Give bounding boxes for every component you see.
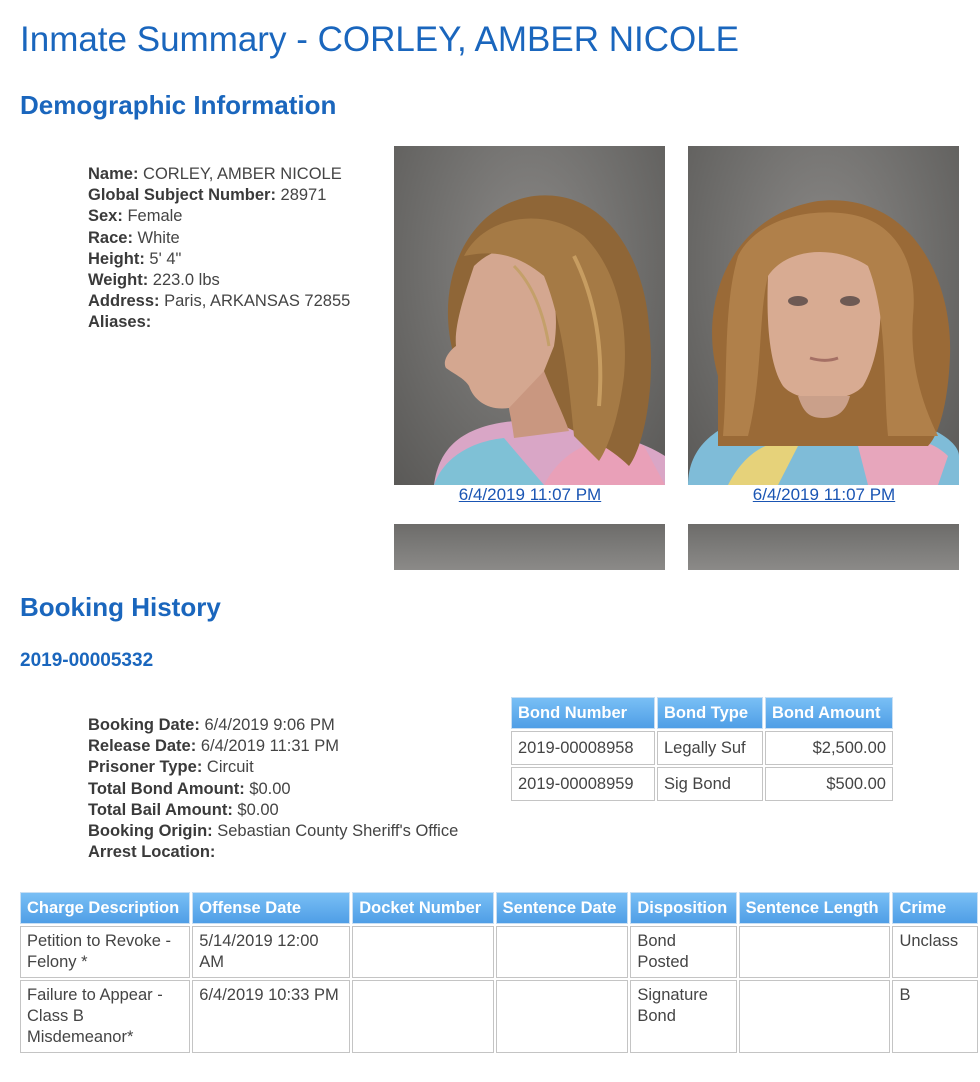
table-row xyxy=(20,980,978,1053)
charges-table-header-row xyxy=(20,892,978,924)
bond-number-cell: 2019-00008958 xyxy=(511,731,655,765)
booking-origin-label: Booking Origin: xyxy=(88,822,213,841)
weight-label: Weight: xyxy=(88,271,149,290)
release-date-row xyxy=(88,736,458,757)
arrest-location-label: Arrest Location: xyxy=(88,843,216,862)
address-value: Paris, ARKANSAS 72855 xyxy=(164,292,351,311)
disposition-header[interactable]: Disposition xyxy=(630,892,736,924)
booking-number: 2019-00005332 xyxy=(20,650,154,671)
arrest-location-row xyxy=(88,842,458,863)
profile-photo-date-link[interactable]: 6/4/2019 11:07 PM xyxy=(458,485,602,504)
global-subject-number-value: 28971 xyxy=(280,186,327,205)
booking-origin-row xyxy=(88,821,458,842)
docket-number-header[interactable]: Docket Number xyxy=(352,892,493,924)
address-label: Address: xyxy=(88,292,160,311)
height-label: Height: xyxy=(88,249,145,268)
demographic-info-list xyxy=(88,164,350,334)
sentence-date-cell xyxy=(496,926,629,978)
bond-amount-cell: $500.00 xyxy=(765,767,893,801)
bond-amount-cell: $2,500.00 xyxy=(765,731,893,765)
charge-description-cell: Failure to Appear - Class B Misdemeanor* xyxy=(20,980,190,1053)
mugshot-front-photo[interactable] xyxy=(688,146,959,485)
sex-row xyxy=(88,206,350,227)
disposition-cell: Bond Posted xyxy=(630,926,736,978)
docket-number-cell xyxy=(352,926,493,978)
global-subject-number-label: Global Subject Number: xyxy=(88,186,276,205)
additional-photo-thumbnail-1[interactable] xyxy=(394,524,665,570)
bond-type-cell: Legally Suf xyxy=(657,731,763,765)
weight-value: 223.0 lbs xyxy=(152,271,220,290)
total-bail-amount-value: $0.00 xyxy=(237,800,279,819)
table-row xyxy=(511,731,893,765)
name-row xyxy=(88,164,350,185)
booking-date-value: 6/4/2019 9:06 PM xyxy=(204,716,335,734)
sex-label: Sex: xyxy=(88,207,123,226)
height-value: 5' 4" xyxy=(149,249,182,268)
name-label: Name: xyxy=(88,165,139,183)
aliases-label: Aliases: xyxy=(88,313,152,332)
address-row xyxy=(88,291,350,312)
table-row xyxy=(20,926,978,978)
prisoner-type-value: Circuit xyxy=(206,758,254,777)
table-row xyxy=(511,767,893,801)
booking-origin-value: Sebastian County Sheriff's Office xyxy=(217,822,459,841)
mugshot-front-illustration xyxy=(688,146,959,485)
sentence-date-cell xyxy=(496,980,629,1053)
total-bail-amount-label: Total Bail Amount: xyxy=(88,800,233,819)
race-value: White xyxy=(137,228,180,247)
prisoner-type-row xyxy=(88,757,458,778)
charges-table-container xyxy=(18,890,980,1070)
booking-date-label: Booking Date: xyxy=(88,716,200,734)
weight-row xyxy=(88,270,350,291)
bond-number-header[interactable]: Bond Number xyxy=(511,697,655,729)
total-bail-amount-row xyxy=(88,800,458,821)
bond-type-header[interactable]: Bond Type xyxy=(657,697,763,729)
charges-table xyxy=(18,890,980,1055)
additional-photo-thumbnail-2[interactable] xyxy=(688,524,959,570)
race-row xyxy=(88,228,350,249)
total-bond-amount-value: $0.00 xyxy=(249,779,291,798)
bond-type-cell: Sig Bond xyxy=(657,767,763,801)
total-bond-amount-row xyxy=(88,779,458,800)
disposition-cell: Signature Bond xyxy=(630,980,736,1053)
offense-date-cell: 6/4/2019 10:33 PM xyxy=(192,980,350,1053)
sentence-length-header[interactable]: Sentence Length xyxy=(739,892,891,924)
aliases-row xyxy=(88,312,350,333)
page-title: Inmate Summary - CORLEY, AMBER NICOLE xyxy=(20,20,740,59)
race-label: Race: xyxy=(88,228,133,247)
demographic-heading: Demographic Information xyxy=(20,90,337,120)
bond-table-header-row xyxy=(511,697,893,729)
booking-history-heading: Booking History xyxy=(20,592,221,622)
sentence-date-header[interactable]: Sentence Date xyxy=(496,892,629,924)
bond-amount-header[interactable]: Bond Amount xyxy=(765,697,893,729)
offense-date-header[interactable]: Offense Date xyxy=(192,892,350,924)
front-photo-date-link[interactable]: 6/4/2019 11:07 PM xyxy=(752,485,896,504)
charge-description-cell: Petition to Revoke - Felony * xyxy=(20,926,190,978)
release-date-value: 6/4/2019 11:31 PM xyxy=(200,737,340,756)
sentence-length-cell xyxy=(739,926,891,978)
sex-value: Female xyxy=(127,207,183,226)
height-row xyxy=(88,249,350,270)
mugshot-profile-illustration xyxy=(394,146,665,485)
crime-class-cell: B xyxy=(892,980,978,1053)
crime-class-header[interactable]: Crime xyxy=(892,892,978,924)
charge-description-header[interactable]: Charge Description xyxy=(20,892,190,924)
booking-date-row xyxy=(88,715,458,736)
prisoner-type-label: Prisoner Type: xyxy=(88,758,203,777)
booking-info-list xyxy=(88,715,458,863)
crime-class-cell: Unclass xyxy=(892,926,978,978)
global-subject-number-row xyxy=(88,185,350,206)
offense-date-cell: 5/14/2019 12:00 AM xyxy=(192,926,350,978)
docket-number-cell xyxy=(352,980,493,1053)
sentence-length-cell xyxy=(739,980,891,1053)
total-bond-amount-label: Total Bond Amount: xyxy=(88,779,245,798)
bond-table xyxy=(509,695,895,803)
bond-number-cell: 2019-00008959 xyxy=(511,767,655,801)
release-date-label: Release Date: xyxy=(88,737,197,756)
mugshot-profile-photo[interactable] xyxy=(394,146,665,485)
name-value: CORLEY, AMBER NICOLE xyxy=(143,165,342,183)
